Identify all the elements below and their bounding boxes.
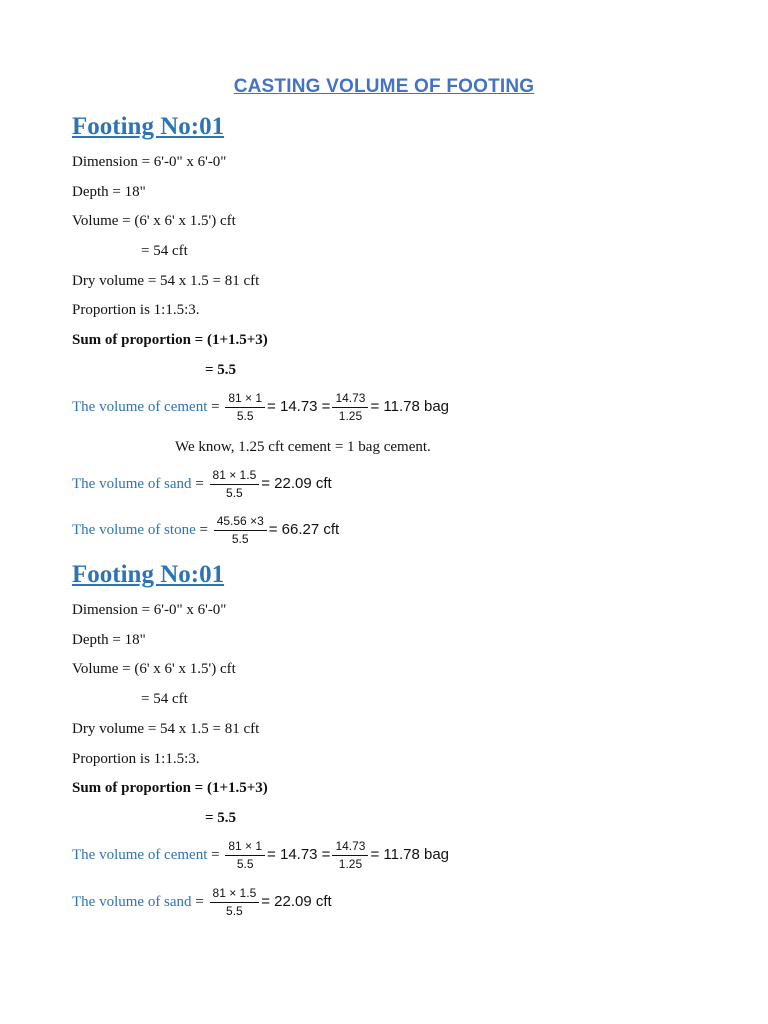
equals-sign: = xyxy=(211,398,220,415)
dimension-line-2: Dimension = 6'-0" x 6'-0" xyxy=(72,602,227,618)
sand-equation-2 xyxy=(72,885,332,920)
equals-sign: = xyxy=(195,893,204,910)
fraction-numerator: 81 × 1 xyxy=(225,390,265,408)
fraction-numerator: 45.56 ×3 xyxy=(214,513,267,531)
depth-line-2: Depth = 18" xyxy=(72,632,146,648)
cement-fraction xyxy=(225,390,265,425)
fraction-denominator: 5.5 xyxy=(226,904,243,918)
volume-line-2: Volume = (6' x 6' x 1.5') cft xyxy=(72,661,236,677)
equals-sign: = xyxy=(195,475,204,492)
sand-equation-1 xyxy=(72,467,332,502)
sand-label: The volume of sand xyxy=(72,475,192,492)
sum-result-2: = 5.5 xyxy=(205,810,237,826)
cement-equation-1 xyxy=(72,390,449,425)
footing-heading-1: Footing No:01 xyxy=(72,113,225,140)
equals-sign: = xyxy=(199,521,208,538)
fraction-denominator: 1.25 xyxy=(338,857,363,871)
stone-equation-1 xyxy=(72,513,339,548)
fraction-numerator: 81 × 1 xyxy=(225,838,265,856)
volume-line-1: Volume = (6' x 6' x 1.5') cft xyxy=(72,213,236,229)
cement-fraction xyxy=(225,838,265,873)
sand-label: The volume of sand xyxy=(72,893,192,910)
equals-sign: = xyxy=(211,846,220,863)
sand-fraction xyxy=(210,885,260,920)
stone-fraction xyxy=(214,513,267,548)
dimension-line-1: Dimension = 6'-0" x 6'-0" xyxy=(72,154,227,170)
fraction-numerator: 81 × 1.5 xyxy=(210,467,260,485)
cement-bags: = 11.78 bag xyxy=(370,397,450,415)
bag-fraction xyxy=(332,390,368,425)
sum-proportion-line-2: Sum of proportion = (1+1.5+3) xyxy=(72,780,268,796)
stone-label: The volume of stone xyxy=(72,521,196,538)
bag-fraction xyxy=(332,838,368,873)
cement-bags: = 11.78 bag xyxy=(370,845,450,863)
fraction-denominator: 5.5 xyxy=(226,486,243,500)
fraction-denominator: 5.5 xyxy=(236,409,254,423)
fraction-numerator: 14.73 xyxy=(332,390,368,408)
proportion-line-2: Proportion is 1:1.5:3. xyxy=(72,751,200,767)
fraction-numerator: 14.73 xyxy=(332,838,368,856)
dry-volume-line-1: Dry volume = 54 x 1.5 = 81 cft xyxy=(72,273,260,289)
sum-proportion-line-1: Sum of proportion = (1+1.5+3) xyxy=(72,332,268,348)
fraction-denominator: 5.5 xyxy=(236,857,254,871)
dry-volume-line-2: Dry volume = 54 x 1.5 = 81 cft xyxy=(72,721,260,737)
sand-result: = 22.09 cft xyxy=(261,892,332,910)
volume-result-1: = 54 cft xyxy=(141,243,188,259)
proportion-line-1: Proportion is 1:1.5:3. xyxy=(72,302,200,318)
volume-result-2: = 54 cft xyxy=(141,691,188,707)
sand-result: = 22.09 cft xyxy=(261,474,332,492)
cement-label: The volume of cement xyxy=(72,846,208,863)
cement-equation-2 xyxy=(72,838,449,873)
cement-result: = 14.73 = xyxy=(267,845,331,863)
depth-line-1: Depth = 18" xyxy=(72,184,146,200)
cement-result: = 14.73 = xyxy=(267,397,331,415)
fraction-denominator: 5.5 xyxy=(231,532,249,546)
stone-result: = 66.27 cft xyxy=(268,520,340,538)
cement-note: We know, 1.25 cft cement = 1 bag cement. xyxy=(175,439,431,455)
footing-heading-2: Footing No:01 xyxy=(72,561,225,588)
sum-result-1: = 5.5 xyxy=(205,362,237,378)
document-title: CASTING VOLUME OF FOOTING xyxy=(233,76,535,97)
fraction-denominator: 1.25 xyxy=(338,409,363,423)
fraction-numerator: 81 × 1.5 xyxy=(210,885,260,903)
sand-fraction xyxy=(210,467,260,502)
cement-label: The volume of cement xyxy=(72,398,208,415)
